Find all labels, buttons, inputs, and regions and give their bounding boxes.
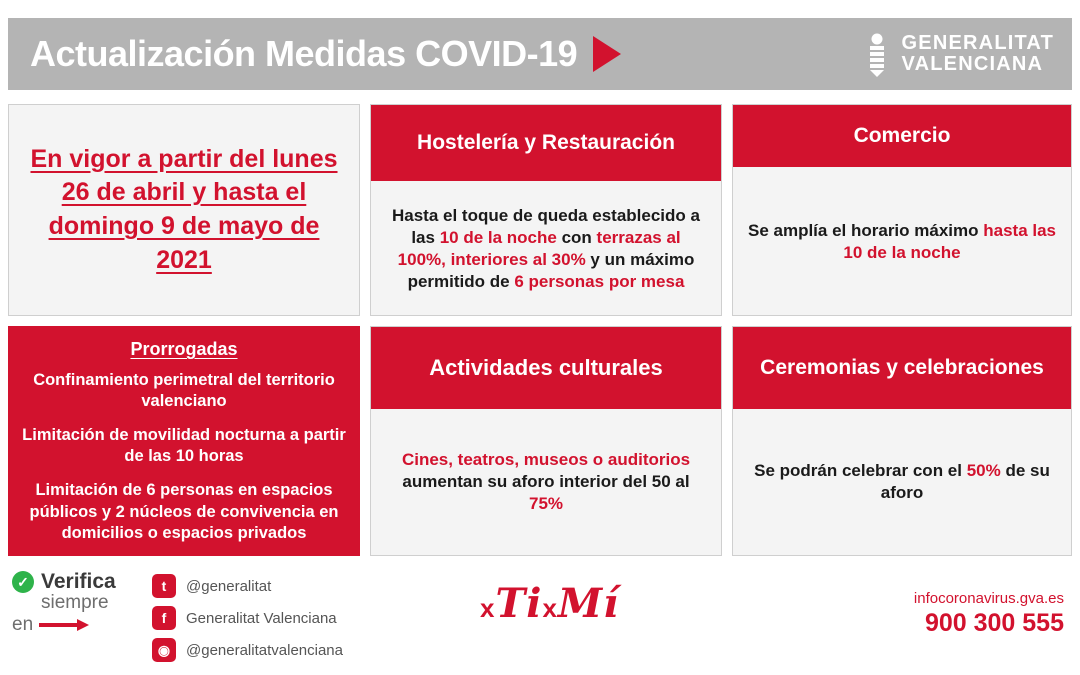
culturales-hl-2: 75% bbox=[528, 494, 564, 514]
card-ceremonias-body bbox=[733, 409, 1071, 555]
footer bbox=[0, 562, 1080, 675]
prorrogadas-item: Limitación de 6 personas en espacios públicos y 2 núcleos de convivencia en domicilios o espacios privados bbox=[29, 481, 339, 542]
card-comercio-body bbox=[733, 167, 1071, 317]
card-actividades-culturales-title: Actividades culturales bbox=[371, 327, 721, 409]
campaign-mi: Mí bbox=[557, 580, 620, 627]
check-circle-icon: ✓ bbox=[12, 571, 34, 593]
instagram-icon: ◉ bbox=[152, 638, 176, 662]
ceremonias-text-1: Se podrán celebrar con el bbox=[754, 460, 967, 480]
header-bar bbox=[8, 18, 1072, 90]
social-label-instagram: @generalitatvalenciana bbox=[186, 641, 343, 659]
card-en-vigor-body bbox=[9, 105, 359, 315]
card-prorrogadas-title: Prorrogadas bbox=[130, 339, 238, 359]
ceremonias-text-2: de su aforo bbox=[880, 460, 1050, 502]
brand-block bbox=[862, 31, 1054, 77]
contact-website[interactable]: infocoronavirus.gva.es bbox=[913, 590, 1064, 607]
generalitat-valenciana-logo bbox=[862, 31, 892, 77]
culturales-text-1: aumentan su aforo interior del 50 al bbox=[402, 471, 690, 491]
social-item-instagram[interactable] bbox=[152, 638, 343, 662]
social-item-facebook[interactable] bbox=[152, 606, 343, 630]
social-links bbox=[152, 574, 343, 670]
brand-line-2: VALENCIANA bbox=[901, 53, 1044, 75]
card-hosteleria-body bbox=[371, 181, 721, 317]
culturales-hl-1: Cines, teatros, museos o auditorios bbox=[401, 449, 691, 469]
brand-line-1: GENERALITAT bbox=[901, 31, 1054, 54]
card-ceremonias bbox=[732, 326, 1072, 556]
hosteleria-hl-1: 10 de la noche bbox=[439, 227, 557, 247]
comercio-hl-1: hasta las 10 de la noche bbox=[843, 220, 1057, 262]
arrow-right-icon bbox=[39, 619, 91, 631]
verify-word-siempre: siempre bbox=[41, 592, 109, 613]
page-title: Actualización Medidas COVID-19 bbox=[30, 33, 578, 74]
campaign-logo-xtixmi bbox=[480, 580, 660, 642]
campaign-ti: Ti bbox=[495, 580, 543, 627]
contact-block bbox=[914, 590, 1064, 638]
contact-phone[interactable]: 900 300 555 bbox=[924, 609, 1064, 637]
twitter-icon: t bbox=[152, 574, 176, 598]
campaign-x2: x bbox=[542, 593, 558, 623]
card-en-vigor-text: En vigor a partir del lunes 26 de abril y hasta el domingo 9 de mayo de 2021 bbox=[30, 144, 338, 274]
hosteleria-hl-2: terrazas al 100%, interiores al 30% bbox=[397, 227, 681, 269]
card-comercio bbox=[732, 104, 1072, 316]
social-label-facebook: Generalitat Valenciana bbox=[186, 609, 337, 627]
hosteleria-text-2: con bbox=[556, 227, 597, 247]
chevron-right-icon bbox=[591, 34, 625, 74]
card-actividades-culturales bbox=[370, 326, 722, 556]
card-comercio-title: Comercio bbox=[733, 105, 1071, 167]
hosteleria-text-1: Hasta el toque de queda establecido a las bbox=[392, 205, 700, 247]
hosteleria-text-3: y un máximo permitido de bbox=[407, 250, 695, 292]
verify-block bbox=[12, 570, 142, 636]
card-actividades-culturales-body bbox=[371, 409, 721, 555]
cards-grid bbox=[8, 104, 1072, 556]
verify-word-en: en bbox=[12, 614, 34, 635]
card-en-vigor bbox=[8, 104, 360, 316]
card-ceremonias-title: Ceremonias y celebraciones bbox=[733, 327, 1071, 409]
social-item-twitter[interactable] bbox=[152, 574, 343, 598]
hosteleria-hl-3: 6 personas por mesa bbox=[514, 272, 685, 292]
facebook-icon: f bbox=[152, 606, 176, 630]
verify-word-verifica: Verifica bbox=[41, 570, 116, 593]
comercio-text-1: Se amplía el horario máximo bbox=[747, 220, 984, 240]
prorrogadas-item: Confinamiento perimetral del territorio valenciano bbox=[33, 371, 335, 411]
social-label-twitter: @generalitat bbox=[186, 577, 272, 595]
prorrogadas-item: Limitación de movilidad nocturna a partir de las 10 horas bbox=[22, 426, 346, 466]
ceremonias-hl-1: 50% bbox=[966, 460, 1001, 480]
campaign-x1: x bbox=[480, 593, 496, 623]
card-prorrogadas bbox=[8, 326, 360, 556]
card-hosteleria-title: Hostelería y Restauración bbox=[371, 105, 721, 181]
card-hosteleria bbox=[370, 104, 722, 316]
